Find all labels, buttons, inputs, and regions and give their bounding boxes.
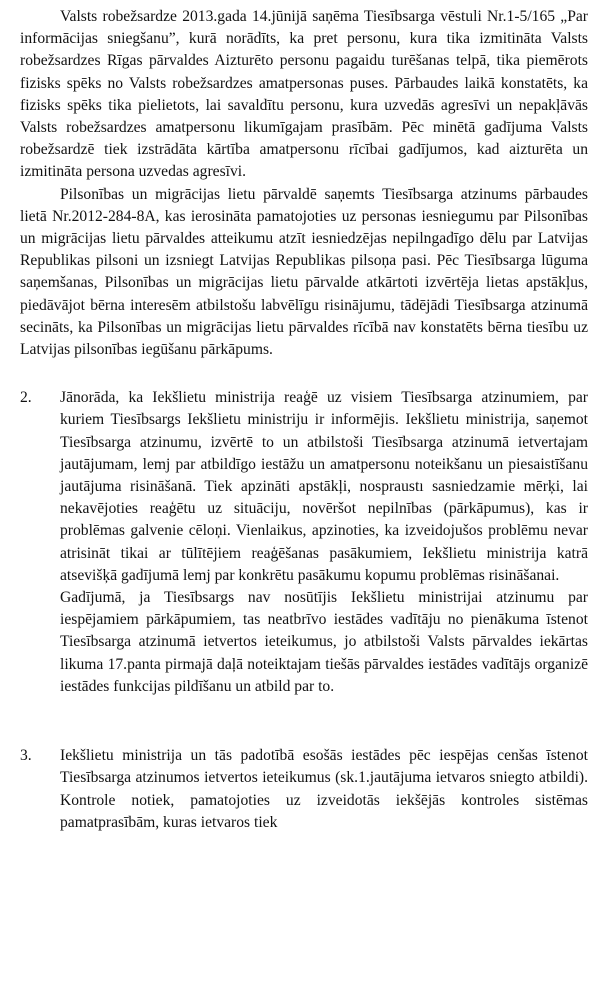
item-body [60, 745, 588, 834]
item-2-paragraph-1: Jānorāda, ka Iekšlietu ministrija reaģē uz visiem Tiesībsarga atzinumiem, par kuriem Tiesībsargs Iekšlietu ministriju ir informējis. Iekšlietu ministrija, saņemot Tiesībsarga atzinumu, izvērtē to un atbilstoši Tiesībsarga atzinumā ietvertajam jautājumam, lemj par atbildīgo iestāžu un amatpersonu noteikšanu un piesaistīšanu jautājuma risināšanā. Tiek apzināti apstākļi, nospraustı sasniedzamie mērķi, lai nekavējoties reaģētu uz situāciju, novēršot nepilnības (pārkāpumus), kas ir problēmas galvenie cēloņi. Vienlaikus, apzinoties, ka izveidojušos problēmu nevar atrisināt tikai ar tūlītējiem reaģēšanas pasākumiem, Iekšlietu ministrija katrā atsevišķā gadījumā lemj par konkrētu pasākumu kopumu problēmas risināšanai. [60, 389, 588, 584]
numbered-item-3 [20, 745, 588, 834]
intro-paragraph-2: Pilsonības un migrācijas lietu pārvaldē saņemts Tiesībsarga atzinums pārbaudes lietā Nr.2012-284-8A, kas ierosināta pamatojoties uz personas iesniegumu par Pilsonības un migrācijas lietu pārvaldes atteikumu atzīt iesniedzējas nepilngadīgo dēlu par Latvijas Republikas pilsoni un izsniegt Latvijas Republikas pilsoņa pasi. Pēc Tiesībsarga lūguma saņemšanas, Pilsonības un migrācijas lietu pārvalde atkārtoti izvērtēja lietas apstākļus, piedāvājot bērna interesēm atbilstošu labvēlīgu risinājumu, tādējādi Tiesībsarga atzinumā secināts, ka Pilsonības un migrācijas lietu pārvaldes rīcībā nav konstatēts bērna tiesību uz Latvijas pilsonības iegūšanu pārkāpums. [20, 185, 588, 359]
item-body [60, 387, 588, 698]
item-number: 2. [20, 389, 32, 407]
numbered-item-2 [20, 387, 588, 698]
intro-paragraph-1: Valsts robežsardze 2013.gada 14.jūnijā saņēma Tiesībsarga vēstuli Nr.1-5/165 „Par informācijas sniegšanu”, kurā norādīts, ka pret personu, kura tika izmitināta Valsts robežsardzes Rīgas pārvaldes Aizturēto personu pagaidu turēšanas telpā, tika piemērots fizisks spēks no Valsts robežsardzes amatpersonas puses. Pārbaudes laikā konstatēts, ka fizisks spēks tika pielietots, lai savaldītu personu, kura uzvedās agresīvi un nepakļāvās Valsts robežsardzes amatpersonu likumīgajam prasībām. Pēc minētā gadījuma Valsts robežsardzē tiek izstrādāta kārtība amatpersonu rīcībai gadījumos, kad aizturēta un izmitināta persona uzvedas agresīvi. [20, 8, 588, 181]
item-3-paragraph-1: Iekšlietu ministrija un tās padotībā esošās iestādes pēc iespējas cenšas īstenot Tiesībsarga atzinumos ietvertos ieteikumus (sk.1.jautājuma ietvaros sniegto atbildi). Kontrole notiek, pamatojoties uz izveidotās iekšējās kontroles sistēmas pamatprasībām, kuras ietvaros tiek [60, 747, 588, 831]
item-number: 3. [20, 747, 32, 765]
item-2-paragraph-2: Gadījumā, ja Tiesībsargs nav nosūtījis Iekšlietu ministrijai atzinumu par iespējamiem pārkāpumiem, tas neatbrīvo iestādes vadītāju no pienākuma īstenot Tiesībsarga atzinumā ietvertos ieteikumus, jo atbilstoši Valsts pārvaldes iekārtas likuma 17.panta pirmajā daļā noteiktajam tiešās pārvaldes iestādes vadītājs organizē iestādes funkcijas pildīšanu un atbild par to. [60, 589, 588, 695]
